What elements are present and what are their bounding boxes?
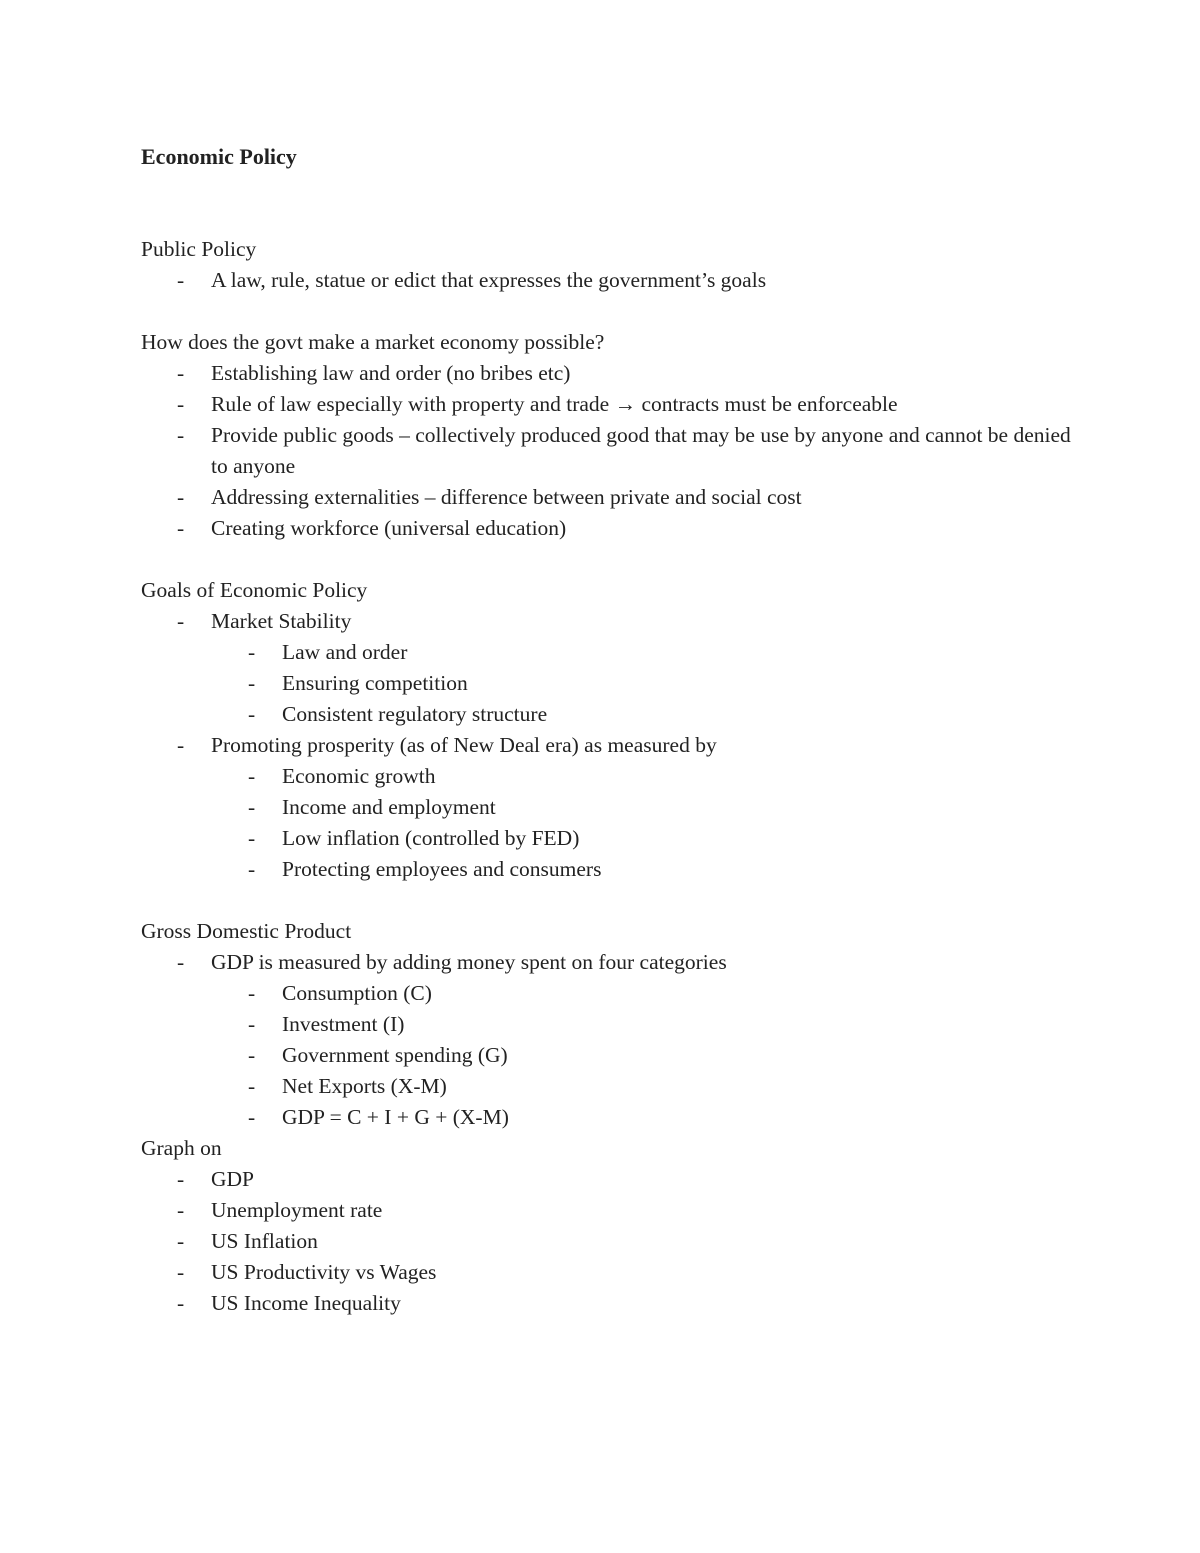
list-item-text: Market Stability	[211, 609, 352, 633]
section-heading: Gross Domestic Product	[141, 919, 352, 943]
section-market-economy	[141, 327, 1071, 544]
list-item	[141, 1257, 1071, 1288]
section-heading: Graph on	[141, 1136, 222, 1160]
list-item-text: Law and order	[282, 640, 408, 664]
document-body	[141, 234, 1071, 1319]
list-item	[141, 947, 1071, 978]
list-item-text: Protecting employees and consumers	[282, 857, 602, 881]
list-item-text: Consumption (C)	[282, 981, 432, 1005]
sub-list-item	[141, 978, 1071, 1009]
sub-bullet-list	[141, 761, 1071, 885]
list-item	[141, 389, 1071, 420]
list-item-text: US Inflation	[211, 1229, 318, 1253]
section-graph-on	[141, 1133, 1071, 1319]
list-item	[141, 730, 1071, 761]
sub-list-item	[141, 1102, 1071, 1133]
section-gdp	[141, 916, 1071, 1133]
list-item	[141, 1226, 1071, 1257]
bullet-list	[141, 606, 1071, 637]
sub-list-item	[141, 792, 1071, 823]
sub-bullet-list	[141, 978, 1071, 1133]
document-title: Economic Policy	[141, 144, 297, 169]
list-item-text: Consistent regulatory structure	[282, 702, 548, 726]
sub-list-item	[141, 823, 1071, 854]
list-item-text: US Productivity vs Wages	[211, 1260, 437, 1284]
list-item-text: GDP is measured by adding money spent on four categories	[211, 950, 727, 974]
list-item-text: Economic growth	[282, 764, 436, 788]
sub-list-item	[141, 637, 1071, 668]
list-item-text: US Income Inequality	[211, 1291, 401, 1315]
list-item-text: Government spending (G)	[282, 1043, 508, 1067]
list-item-text: A law, rule, statue or edict that expresses the government’s goals	[211, 268, 767, 292]
sub-list-item	[141, 1040, 1071, 1071]
sub-list-item	[141, 854, 1071, 885]
list-item	[141, 1195, 1071, 1226]
sub-list-item	[141, 699, 1071, 730]
list-item-text: Net Exports (X-M)	[282, 1074, 447, 1098]
section-heading: Public Policy	[141, 237, 257, 261]
sub-list-item	[141, 668, 1071, 699]
list-item-text: Income and employment	[282, 795, 496, 819]
list-item	[141, 513, 1071, 544]
list-item	[141, 606, 1071, 637]
sub-list-item	[141, 1071, 1071, 1102]
list-item	[141, 1164, 1071, 1195]
section-heading: How does the govt make a market economy possible?	[141, 330, 605, 354]
list-item	[141, 420, 1071, 482]
sub-list-item	[141, 1009, 1071, 1040]
list-item-text: Promoting prosperity (as of New Deal era) as measured by	[211, 733, 717, 757]
list-item-text: Establishing law and order (no bribes etc)	[211, 361, 571, 385]
list-item-text: Ensuring competition	[282, 671, 468, 695]
list-item-text: GDP = C + I + G + (X-M)	[282, 1105, 509, 1129]
list-item	[141, 265, 1071, 296]
list-item	[141, 358, 1071, 389]
sub-list-item	[141, 761, 1071, 792]
list-item-text: Addressing externalities – difference between private and social cost	[211, 485, 802, 509]
list-item	[141, 482, 1071, 513]
list-item-text: Investment (I)	[282, 1012, 405, 1036]
sub-bullet-list	[141, 637, 1071, 730]
bullet-list	[141, 358, 1071, 544]
bullet-list	[141, 947, 1071, 978]
section-heading: Goals of Economic Policy	[141, 578, 368, 602]
bullet-list	[141, 730, 1071, 761]
list-item-text: Creating workforce (universal education)	[211, 516, 567, 540]
list-item-text: Low inflation (controlled by FED)	[282, 826, 580, 850]
list-item-text: Provide public goods – collectively produced good that may be use by anyone and cannot be denied to anyone	[211, 423, 1071, 478]
list-item	[141, 1288, 1071, 1319]
list-item-text: Unemployment rate	[211, 1198, 383, 1222]
bullet-list	[141, 265, 1071, 296]
bullet-list	[141, 1164, 1071, 1319]
list-item-text: Rule of law especially with property and trade → contracts must be enforceable	[211, 392, 898, 416]
section-goals	[141, 575, 1071, 885]
list-item-text: GDP	[211, 1167, 255, 1191]
section-public-policy	[141, 234, 1071, 296]
